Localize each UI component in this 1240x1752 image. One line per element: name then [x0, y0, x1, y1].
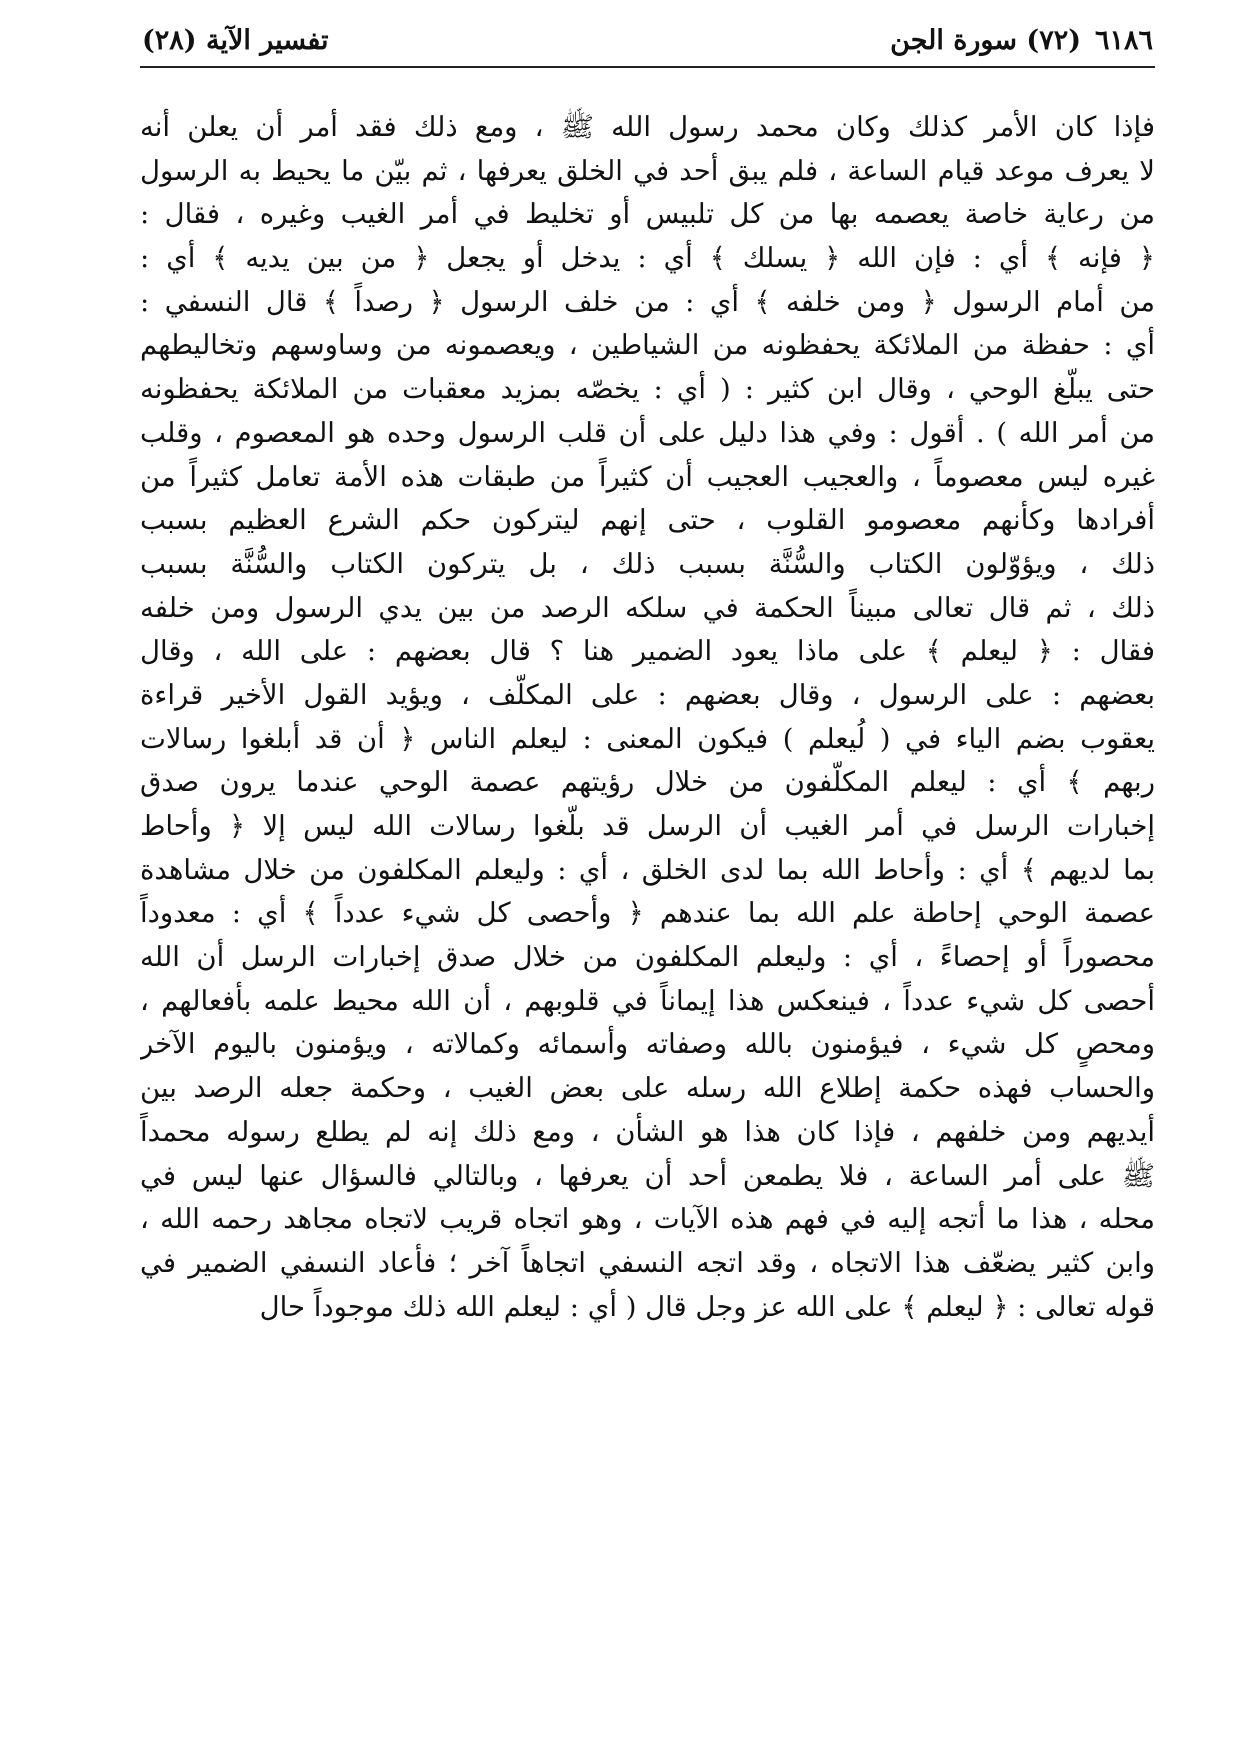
text-line: من أمام الرسول ﴿ ومن خلفه ﴾ أي : من خلف الرسول ﴿ رصداً ﴾ قال النسفي :: [140, 285, 1155, 318]
text-line: من رعاية خاصة يعصمه بها من كل تلبيس أو تخليط في أمر الغيب وغيره ، فقال :: [140, 198, 1155, 231]
text-line: ربهم ﴾ أي : ليعلم المكلّفون من خلال رؤيتهم عصمة الوحي عندما يرون صدق: [140, 766, 1155, 799]
text-line: يعقوب بضم الياء في ( لُيعلم ) فيكون المعنى : ليعلم الناس ﴿ أن قد أبلغوا رسالات: [140, 722, 1155, 755]
text-line: غيره ليس معصوماً ، والعجيب العجيب أن كثيراً من طبقات هذه الأمة تعامل كثيراً من: [140, 460, 1155, 493]
page-number: ٦١٨٦: [1094, 25, 1153, 56]
text-line: أيديهم ومن خلفهم ، فإذا كان هذا هو الشأن ، ومع ذلك إنه لم يطلع رسوله محمداً: [140, 1115, 1155, 1148]
text-line: أفرادها وكأنهم معصومو القلوب ، حتى إنهم ليتركون حكم الشرع العظيم بسبب: [140, 504, 1155, 537]
section-title: تفسير الآية (٢٨): [142, 25, 329, 56]
text-line: محصوراً أو إحصاءً ، أي : وليعلم المكلفون من خلال صدق إخبارات الرسل أن الله: [140, 941, 1155, 974]
text-line: أي : حفظة من الملائكة يحفظونه من الشياطين ، ويعصمونه من وساوسهم وتخاليطهم: [140, 329, 1155, 362]
text-line: عصمة الوحي إحاطة علم الله بما عندهم ﴿ وأحصى كل شيء عدداً ﴾ أي : معدوداً: [140, 897, 1155, 930]
text-line: من أمر الله ) . أقول : وفي هذا دليل على أن قلب الرسول وحده هو المعصوم ، وقلب: [140, 416, 1155, 449]
text-line: وابن كثير يضعّف هذا الاتجاه ، وقد اتجه النسفي اتجاهاً آخر ؛ فأعاد النسفي الضمير في: [140, 1246, 1155, 1279]
text-line: ذلك ، ثم قال تعالى مبيناً الحكمة في سلكه الرصد من بين يدي الرسول ومن خلفه: [140, 591, 1155, 624]
text-line: قوله تعالى : ﴿ ليعلم ﴾ على الله عز وجل قال ( أي : ليعلم الله ذلك موجوداً حال: [259, 1290, 1155, 1323]
text-line: أحصى كل شيء عدداً ، فينعكس هذا إيماناً في قلوبهم ، أن الله محيط علمه بأفعالهم ،: [140, 984, 1155, 1017]
header-right-group: [890, 25, 1153, 56]
page-header: [140, 26, 1155, 56]
text-line: ومحصٍ كل شيء ، فيؤمنون بالله وصفاته وأسمائه وكمالاته ، ويؤمنون باليوم الآخر: [140, 1028, 1155, 1061]
surah-title: (٧٢) سورة الجن: [890, 25, 1081, 56]
text-line: ﷺ على أمر الساعة ، فلا يطمعن أحد أن يعرفها ، وبالتالي فالسؤال عنها ليس في: [140, 1159, 1155, 1192]
body-text: [140, 106, 1155, 1329]
text-line: إخبارات الرسل في أمر الغيب أن الرسل قد بلّغوا رسالات الله ليس إلا ﴿ وأحاط: [140, 810, 1155, 842]
header-rule: [140, 66, 1155, 68]
text-line: حتى يبلّغ الوحي ، وقال ابن كثير : ( أي : يخصّه بمزيد معقبات من الملائكة يحفظونه: [140, 373, 1155, 406]
text-line: بما لديهم ﴾ أي : وأحاط الله بما لدى الخلق ، أي : وليعلم المكلفون من خلال مشاهدة: [140, 853, 1155, 886]
text-line: لا يعرف موعد قيام الساعة ، فلم يبق أحد في الخلق يعرفها ، ثم بيّن ما يحيط به الرسول: [140, 154, 1155, 187]
text-line: ﴿ فإنه ﴾ أي : فإن الله ﴿ يسلك ﴾ أي : يدخل أو يجعل ﴿ من بين يديه ﴾ أي :: [140, 242, 1155, 275]
text-line: محله ، هذا ما أتجه إليه في فهم هذه الآيات ، وهو اتجاه قريب لاتجاه مجاهد رحمه الله ،: [140, 1203, 1155, 1236]
text-line: ذلك ، ويؤوّلون الكتاب والسُّنَّة بسبب ذلك ، بل يتركون الكتاب والسُّنَّة بسبب: [140, 547, 1155, 580]
book-page: [140, 26, 1155, 1329]
text-line: والحساب فهذه حكمة إطلاع الله رسله على بعض الغيب ، وحكمة جعله الرصد بين: [140, 1072, 1155, 1105]
text-line: فقال : ﴿ ليعلم ﴾ على ماذا يعود الضمير هنا ؟ قال بعضهم : على الله ، وقال: [140, 635, 1155, 668]
text-line: فإذا كان الأمر كذلك وكان محمد رسول الله ﷺ ، ومع ذلك فقد أمر أن يعلن أنه: [140, 111, 1155, 143]
text-line: بعضهم : على الرسول ، وقال بعضهم : على المكلّف ، ويؤيد القول الأخير قراءة: [140, 678, 1155, 711]
